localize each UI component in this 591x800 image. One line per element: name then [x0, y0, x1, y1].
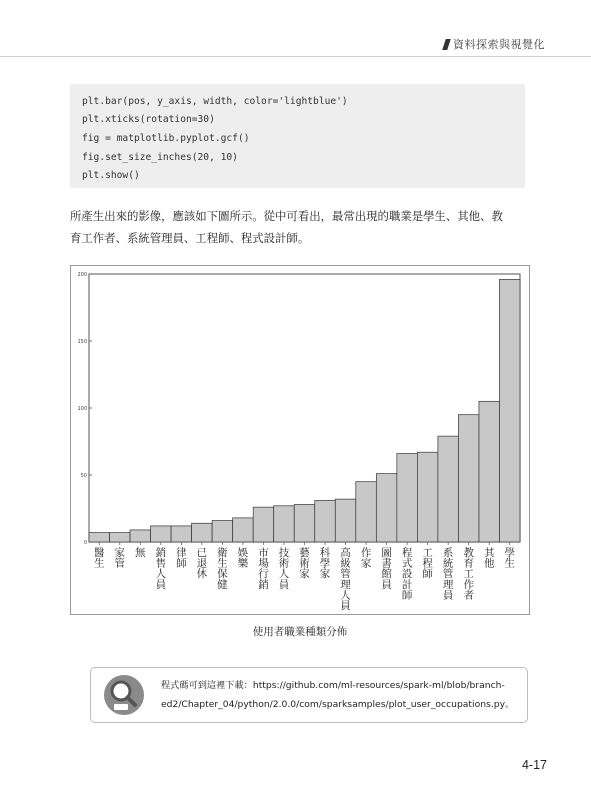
bar: [110, 533, 131, 542]
bar: [458, 415, 479, 542]
bar: [130, 530, 151, 542]
header-title: 資料探索與視覺化: [453, 38, 545, 51]
y-tick-label: 0: [83, 539, 87, 546]
bar: [171, 526, 192, 542]
header-rule: [0, 56, 591, 57]
bar: [212, 521, 233, 542]
x-tick-label: 教育工作者: [463, 547, 474, 602]
x-tick-label: 高級管理人員: [340, 547, 351, 612]
bar: [417, 452, 438, 542]
x-tick-label: 醫生: [94, 547, 105, 570]
x-tick-label: 科學家: [319, 547, 331, 581]
download-note: [90, 667, 528, 723]
x-tick-label: 市場行銷: [258, 547, 269, 591]
running-header: [444, 36, 545, 52]
bar: [294, 504, 315, 542]
y-tick-label: 50: [80, 472, 87, 479]
x-tick-label: 程式設計師: [401, 547, 413, 602]
code-line: plt.xticks(rotation=30): [82, 114, 215, 125]
code-line: fig.set_size_inches(20, 10): [82, 152, 238, 163]
paragraph-line-1: 所產生出來的影像，應該如下圖所示。從中可看出，最常出現的職業是學生、其他、教: [70, 209, 503, 223]
code-line: fig = matplotlib.pyplot.gcf(): [82, 133, 250, 144]
x-tick-label: 律師: [176, 547, 187, 570]
note-line-2: ed2/Chapter_04/python/2.0.0/com/sparksamples/plot_user_occupations.py。: [161, 699, 515, 710]
bar: [376, 474, 397, 542]
bar: [274, 506, 295, 542]
bar: [335, 499, 356, 542]
bar: [233, 518, 254, 542]
x-tick-label: 銷售人員: [155, 547, 167, 591]
x-tick-label: 學生: [504, 547, 515, 570]
y-tick-label: 200: [77, 271, 87, 278]
x-tick-label: 作家: [360, 547, 372, 570]
bar: [397, 454, 418, 542]
y-tick-label: 100: [77, 405, 87, 412]
bar: [151, 526, 172, 542]
slash-icon: [442, 39, 451, 50]
bar: [315, 500, 336, 542]
paragraph-line-2: 育工作者、系統管理員、工程師、程式設計師。: [70, 231, 310, 245]
x-tick-label: 技術人員: [278, 547, 290, 591]
bar: [479, 401, 500, 542]
bar: [356, 482, 377, 542]
bar: [438, 436, 459, 542]
x-tick-label: 藝術家: [299, 547, 310, 581]
page-number: 4-17: [521, 758, 547, 772]
note-line-1: 程式碼可到這裡下載：https://github.com/ml-resources/spark-ml/blob/branch-: [161, 680, 505, 691]
bar: [192, 523, 213, 542]
bar: [89, 533, 110, 542]
y-tick-label: 150: [77, 338, 87, 345]
x-tick-label: 其他: [483, 547, 495, 570]
x-tick-label: 系統管理員: [442, 547, 454, 602]
x-tick-label: 衛生保健: [217, 547, 228, 591]
code-line: plt.bar(pos, y_axis, width, color='lightblue'): [82, 96, 348, 107]
bar: [499, 279, 520, 542]
bar: [253, 507, 274, 542]
magnifier-icon: [103, 674, 145, 716]
chart-svg: [71, 266, 531, 616]
occupation-bar-chart: [70, 265, 530, 615]
note-text: [161, 676, 521, 714]
figure-caption: 使用者職業種類分佈: [252, 626, 348, 638]
x-tick-label: 無: [135, 547, 146, 559]
code-block: [70, 84, 525, 188]
x-tick-label: 娛樂: [237, 547, 249, 570]
code-line: plt.show(): [82, 170, 140, 181]
x-tick-label: 家管: [114, 547, 126, 570]
x-tick-label: 工程師: [422, 547, 433, 581]
x-tick-label: 已退休: [196, 547, 208, 581]
x-tick-label: 圖書館員: [381, 547, 392, 591]
